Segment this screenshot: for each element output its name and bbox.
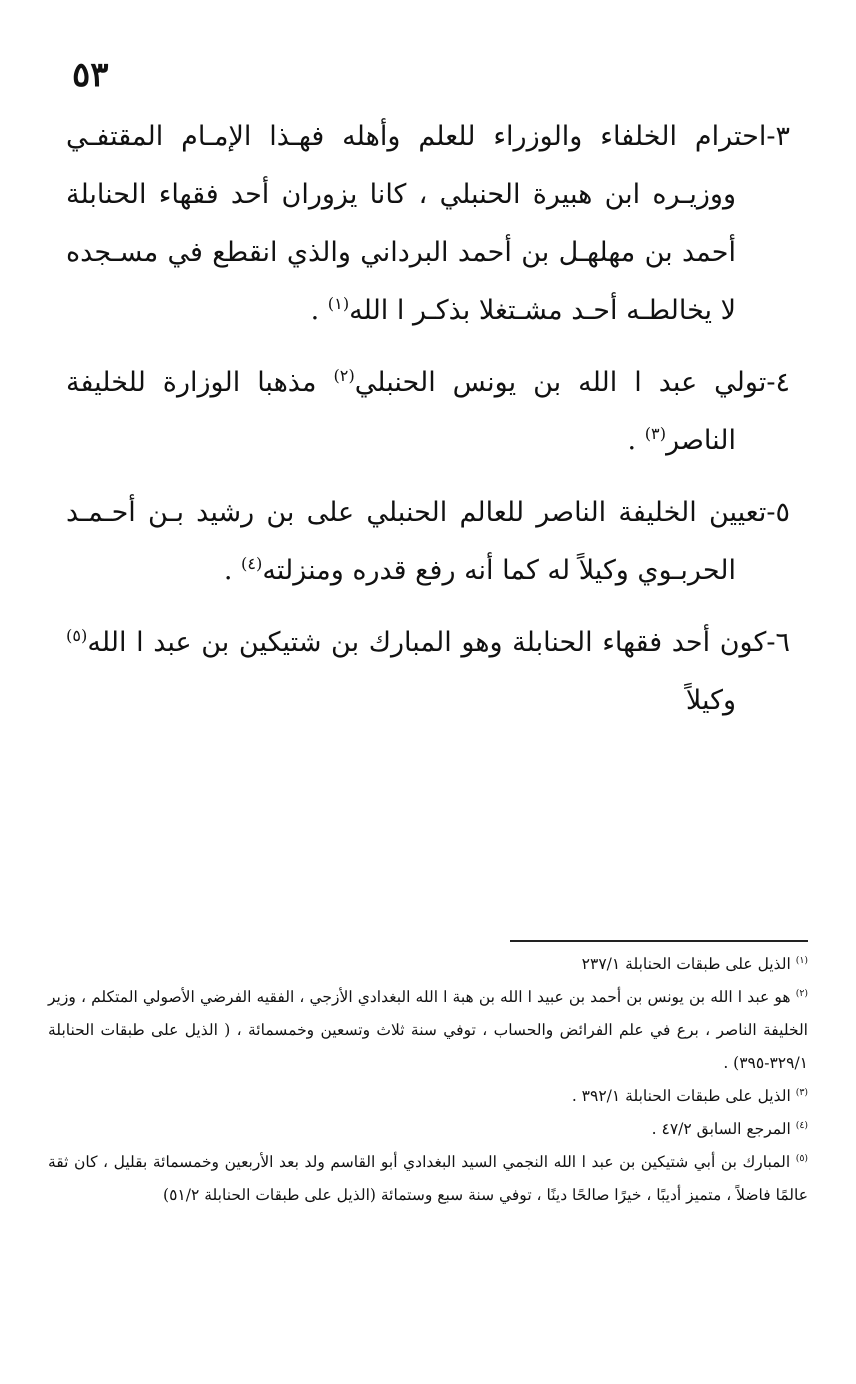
footnote-1 xyxy=(48,948,808,981)
footnote-5 xyxy=(48,1146,808,1212)
footnote-ref-4: (٤) xyxy=(240,554,263,573)
item-tail: وكيلاً xyxy=(685,685,736,716)
page-number: ٥٣ xyxy=(72,55,109,95)
item-tail: . xyxy=(223,555,241,586)
footnote-ref-1: (١) xyxy=(327,294,350,313)
main-text xyxy=(66,108,790,744)
item-text: تعيين الخليفة الناصر للعالم الحنبلي على بن رشيد بـن أحـمـد الحربـوي وكيلاً له كما أنه رفع قدره ومنزلته xyxy=(66,497,767,586)
item-text: تولي عبد ا الله بن يونس الحنبلي xyxy=(354,367,767,398)
footnote-ref-5: (٥) xyxy=(66,626,88,645)
list-item-6 xyxy=(66,614,790,730)
footnote-text: الذيل على طبقات الحنابلة ٣٩٢/١ . xyxy=(571,1087,796,1105)
item-text: كون أحد فقهاء الحنابلة وهو المبارك بن شتيكين بن عبد ا الله xyxy=(87,627,767,658)
footnote-marker: (٤) xyxy=(795,1119,808,1131)
item-number: ٤- xyxy=(766,367,790,398)
item-tail: . xyxy=(310,295,328,326)
footnote-ref-2: (٢) xyxy=(333,366,355,385)
item-number: ٣- xyxy=(766,121,790,152)
footnote-text: الذيل على طبقات الحنابلة ٢٣٧/١ xyxy=(581,955,796,973)
item-number: ٦- xyxy=(766,627,790,658)
footnote-marker: (١) xyxy=(795,954,808,966)
footnote-marker: (٢) xyxy=(795,987,808,999)
footnote-marker: (٣) xyxy=(795,1086,808,1098)
footnote-4 xyxy=(48,1113,808,1146)
item-text: احترام الخلفاء والوزراء للعلم وأهله فهـذا الإمـام المقتفـي ووزيـره ابن هبيرة الحنبلي ، كانا يزوران أحد فقهاء الحنابلة أحمد بن مهلهـل بن أحمد البرداني والذي انقطع في مسـجده لا يخالطـه أحـد مشـتغلا بذكـر ا الله xyxy=(66,121,767,326)
item-text: مذهبا الوزارة للخليفة الناصر xyxy=(66,367,736,456)
list-item-3 xyxy=(66,108,790,340)
footnote-3 xyxy=(48,1080,808,1113)
footnote-text: المبارك بن أبي شتيكين بن عبد ا الله النجمي السيد البغدادي أبو القاسم ولد بعد الأربعين وخمسمائة بقليل ، كان ثقة عالمًا فاضلاً ، متميز أديبًا ، خيرًا صالحًا دينًا ، توفي سنة سبع وستمائة (الذيل على طبقات الحنابلة ٥١/٢) xyxy=(48,1153,808,1204)
footnote-text: المرجع السابق ٤٧/٢ . xyxy=(651,1120,796,1138)
item-number: ٥- xyxy=(766,497,790,528)
list-item-4 xyxy=(66,354,790,470)
footnote-divider xyxy=(510,940,808,942)
footnote-marker: (٥) xyxy=(795,1152,808,1164)
footnotes xyxy=(48,940,808,1212)
list-item-5 xyxy=(66,484,790,600)
footnote-2 xyxy=(48,981,808,1080)
item-tail: . xyxy=(627,425,645,456)
footnote-text: هو عبد ا الله بن يونس بن أحمد بن عبيد ا الله بن هبة ا الله البغدادي الأزجي ، الفقيه الفرضي الأصولي المتكلم ، وزير الخليفة الناصر ، برع في علم الفرائض والحساب ، توفي سنة ثلاث وتسعين وخمسمائة ، ( الذيل على طبقات الحنابلة ٣٢٩/١-٣٩٥) . xyxy=(48,988,808,1072)
footnote-ref-3: (٣) xyxy=(644,424,667,443)
